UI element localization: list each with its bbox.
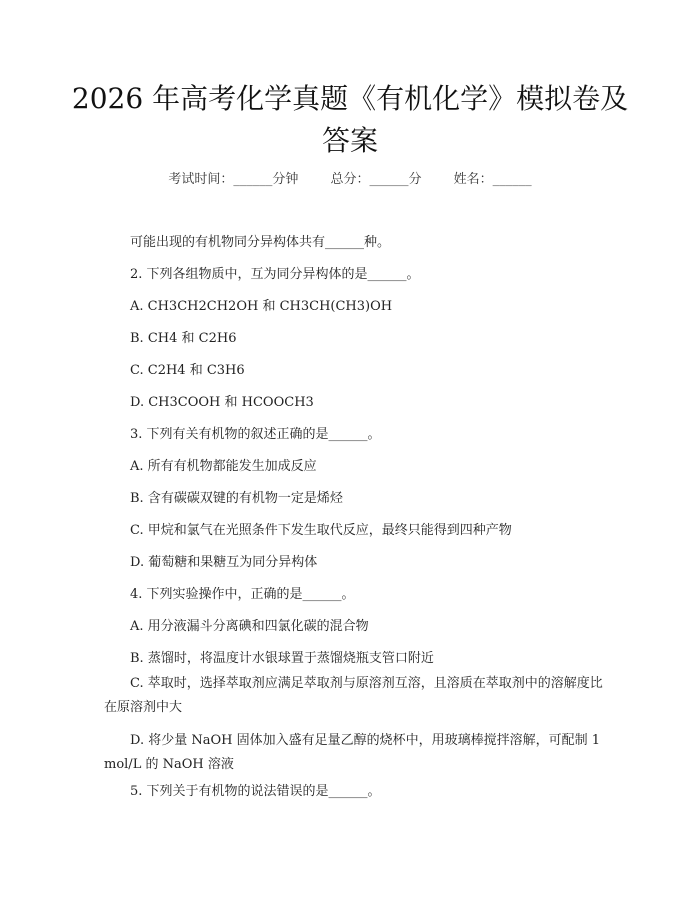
question-2-option-b: B. CH4 和 C2H6 xyxy=(130,331,237,346)
question-1-text: 可能出现的有机物同分异构体共有______种。 xyxy=(130,235,391,250)
title-line-2: 答案 xyxy=(321,124,378,157)
question-3-option-a: A. 所有有机物都能发生加成反应 xyxy=(130,459,317,474)
question-3-option-d: D. 葡萄糖和果糖互为同分异构体 xyxy=(130,555,318,570)
exam-info xyxy=(0,168,700,187)
question-2-option-a: A. CH3CH2CH2OH 和 CH3CH(CH3)OH xyxy=(130,299,393,314)
question-4-option-c xyxy=(104,672,604,720)
question-3-option-b: B. 含有碳碳双键的有机物一定是烯烃 xyxy=(130,491,343,506)
question-3-stem: 3. 下列有关有机物的叙述正确的是______。 xyxy=(130,427,381,442)
question-3-option-c: C. 甲烷和氯气在光照条件下发生取代反应，最终只能得到四种产物 xyxy=(130,523,512,538)
document-title xyxy=(70,78,630,162)
question-4-option-b: B. 蒸馏时，将温度计水银球置于蒸馏烧瓶支管口附近 xyxy=(130,651,434,666)
question-2-stem: 2. 下列各组物质中，互为同分异构体的是______。 xyxy=(130,267,420,282)
exam-score: 总分：______分 xyxy=(330,172,422,187)
question-5-stem: 5. 下列关于有机物的说法错误的是______。 xyxy=(130,784,381,799)
question-4-option-a: A. 用分液漏斗分离碘和四氯化碳的混合物 xyxy=(130,619,369,634)
question-4-option-d-text: D. 将少量 NaOH 固体加入盛有足量乙醇的烧杯中，用玻璃棒搅拌溶解，可配制 1 mol/L 的 NaOH 溶液 xyxy=(104,733,601,772)
question-2-option-d: D. CH3COOH 和 HCOOCH3 xyxy=(130,395,314,410)
exam-time: 考试时间：______分钟 xyxy=(168,172,299,187)
question-4-option-c-text: C. 萃取时，选择萃取剂应满足萃取剂与原溶剂互溶，且溶质在萃取剂中的溶解度比在原溶剂中大 xyxy=(104,676,603,715)
exam-name: 姓名：______ xyxy=(453,172,532,187)
question-4-option-d xyxy=(104,729,604,777)
question-2-option-c: C. C2H4 和 C3H6 xyxy=(130,363,245,378)
question-4-stem: 4. 下列实验操作中，正确的是______。 xyxy=(130,587,355,602)
title-line-1: 2026 年高考化学真题《有机化学》模拟卷及 xyxy=(71,82,629,115)
